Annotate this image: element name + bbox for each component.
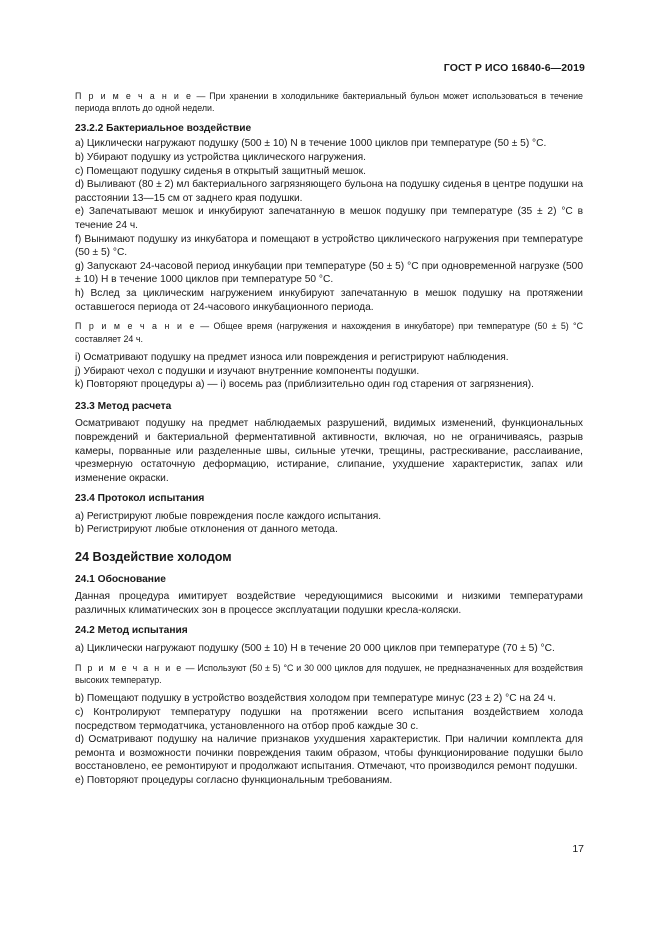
list-item: а) Регистрируют любые повреждения после каждого испытания. <box>75 510 382 522</box>
list-item: e) Запечатывают мешок и инкубируют запечатанную в мешок подушку при температуре (35 ± 2) °С в течение 24 ч. <box>75 206 583 231</box>
note-label: П р и м е ч а н и е <box>75 321 196 332</box>
list-item: f) Вынимают подушку из инкубатора и помещают в устройство циклического нагружения при температуре (50 ± 5) °С. <box>75 233 583 259</box>
document-header: ГОСТ Р ИСО 16840-6—2019 <box>443 62 585 74</box>
list-item: d) Выливают (80 ± 2) мл бактериального загрязняющего бульона на подушку сиденья в центре подушки на расстоянии 13—15 см от заднего края подушки. <box>75 179 583 204</box>
note <box>75 320 583 345</box>
note <box>75 662 583 687</box>
list-item: k) Повторяют процедуры а) — i) восемь раз (приблизительно один год старения от загрязнения). <box>75 379 534 391</box>
note <box>75 90 583 115</box>
paragraph: Осматривают подушку на предмет наблюдаемых разрушений, видимых изменений, функциональных повреждений и бактериальной ферментативной активности, включая, но не ограничиваясь, разрыв камеры, порванные или разделенные швы, сильные утечки, трещины, растрескивание, расслаивание, чрезмерную остаточную деформацию, истирание, слипание, ухудшение характеристик, запах или изменение окраски. <box>75 418 583 484</box>
list-item: h) Вслед за циклическим нагружением инкубируют запечатанную в мешок подушку на протяжении оставшегося периода от 24-часового инкубационного периода. <box>75 287 583 313</box>
list-item: d) Осматривают подушку на наличие признаков ухудшения характеристик. При наличии комплекта для ремонта и возможности починки повреждения таким образом, чтобы функционирование подушки было восстановлено, ее ремонтируют и продолжают испытания. Отмечают, что производился ремонт подушки. <box>75 734 583 773</box>
paragraph: Данная процедура имитирует воздействие чередующимися высокими и низкими температурами различных климатических зон в процессе эксплуатации подушки кресла-коляски. <box>75 591 583 616</box>
note-text: — Общее время (нагружения и нахождения в инкубаторе) при температуре (50 ± 5) °С составляет 24 ч. <box>75 321 583 344</box>
list-item: i) Осматривают подушку на предмет износа или повреждения и регистрируют наблюдения. <box>75 351 509 363</box>
list-item: c) Контролируют температуру подушки на протяжении всего испытания воздействием холода посредством термодатчика, установленного на отбор проб каждые 30 с. <box>75 707 583 732</box>
section-heading: 24.2 Метод испытания <box>75 625 188 637</box>
list-item: g) Запускают 24-часовой период инкубации при температуре (50 ± 5) °С при одновременной нагрузке (500 ± 10) Н в течение 1000 циклов при температуре 50 °С. <box>75 260 583 286</box>
document-body <box>75 90 583 788</box>
list-item: а) Циклически нагружают подушку (500 ± 10) N в течение 1000 циклов при температуре (50 ± 5) °С. <box>75 138 547 150</box>
section-heading: 23.2.2 Бактериальное воздействие <box>75 122 252 134</box>
list-item: b) Помещают подушку в устройство воздействия холодом при температуре минус (23 ± 2) °С на 24 ч. <box>75 693 556 705</box>
list-item: b) Убирают подушку из устройства циклического нагружения. <box>75 152 367 163</box>
note-text: — При хранении в холодильнике бактериальный бульон может использоваться в течение периода вплоть до одной недели. <box>75 91 583 114</box>
list-item: а) Циклически нагружают подушку (500 ± 10) Н в течение 20 000 циклов при температуре (70 ± 5) °С. <box>75 643 555 655</box>
list-item: j) Убирают чехол с подушки и изучают внутренние компоненты подушки. <box>75 365 420 377</box>
note-label: П р и м е ч а н и е <box>75 91 193 101</box>
chapter-heading: 24 Воздействие холодом <box>75 550 232 565</box>
list-item: b) Регистрируют любые отклонения от данного метода. <box>75 524 338 536</box>
list-item: c) Помещают подушку сиденья в открытый защитный мешок. <box>75 165 366 177</box>
section-heading: 24.1 Обоснование <box>75 573 166 585</box>
page-number: 17 <box>572 843 584 855</box>
note-label: П р и м е ч а н и е <box>75 662 183 673</box>
list-item: e) Повторяют процедуры согласно функциональным требованиям. <box>75 775 393 786</box>
section-heading: 23.4 Протокол испытания <box>75 493 205 505</box>
section-heading: 23.3 Метод расчета <box>75 400 172 412</box>
note-text: — Используют (50 ± 5) °С и 30 000 циклов для подушек, не предназначенных для воздействия высоких температур. <box>75 662 583 686</box>
